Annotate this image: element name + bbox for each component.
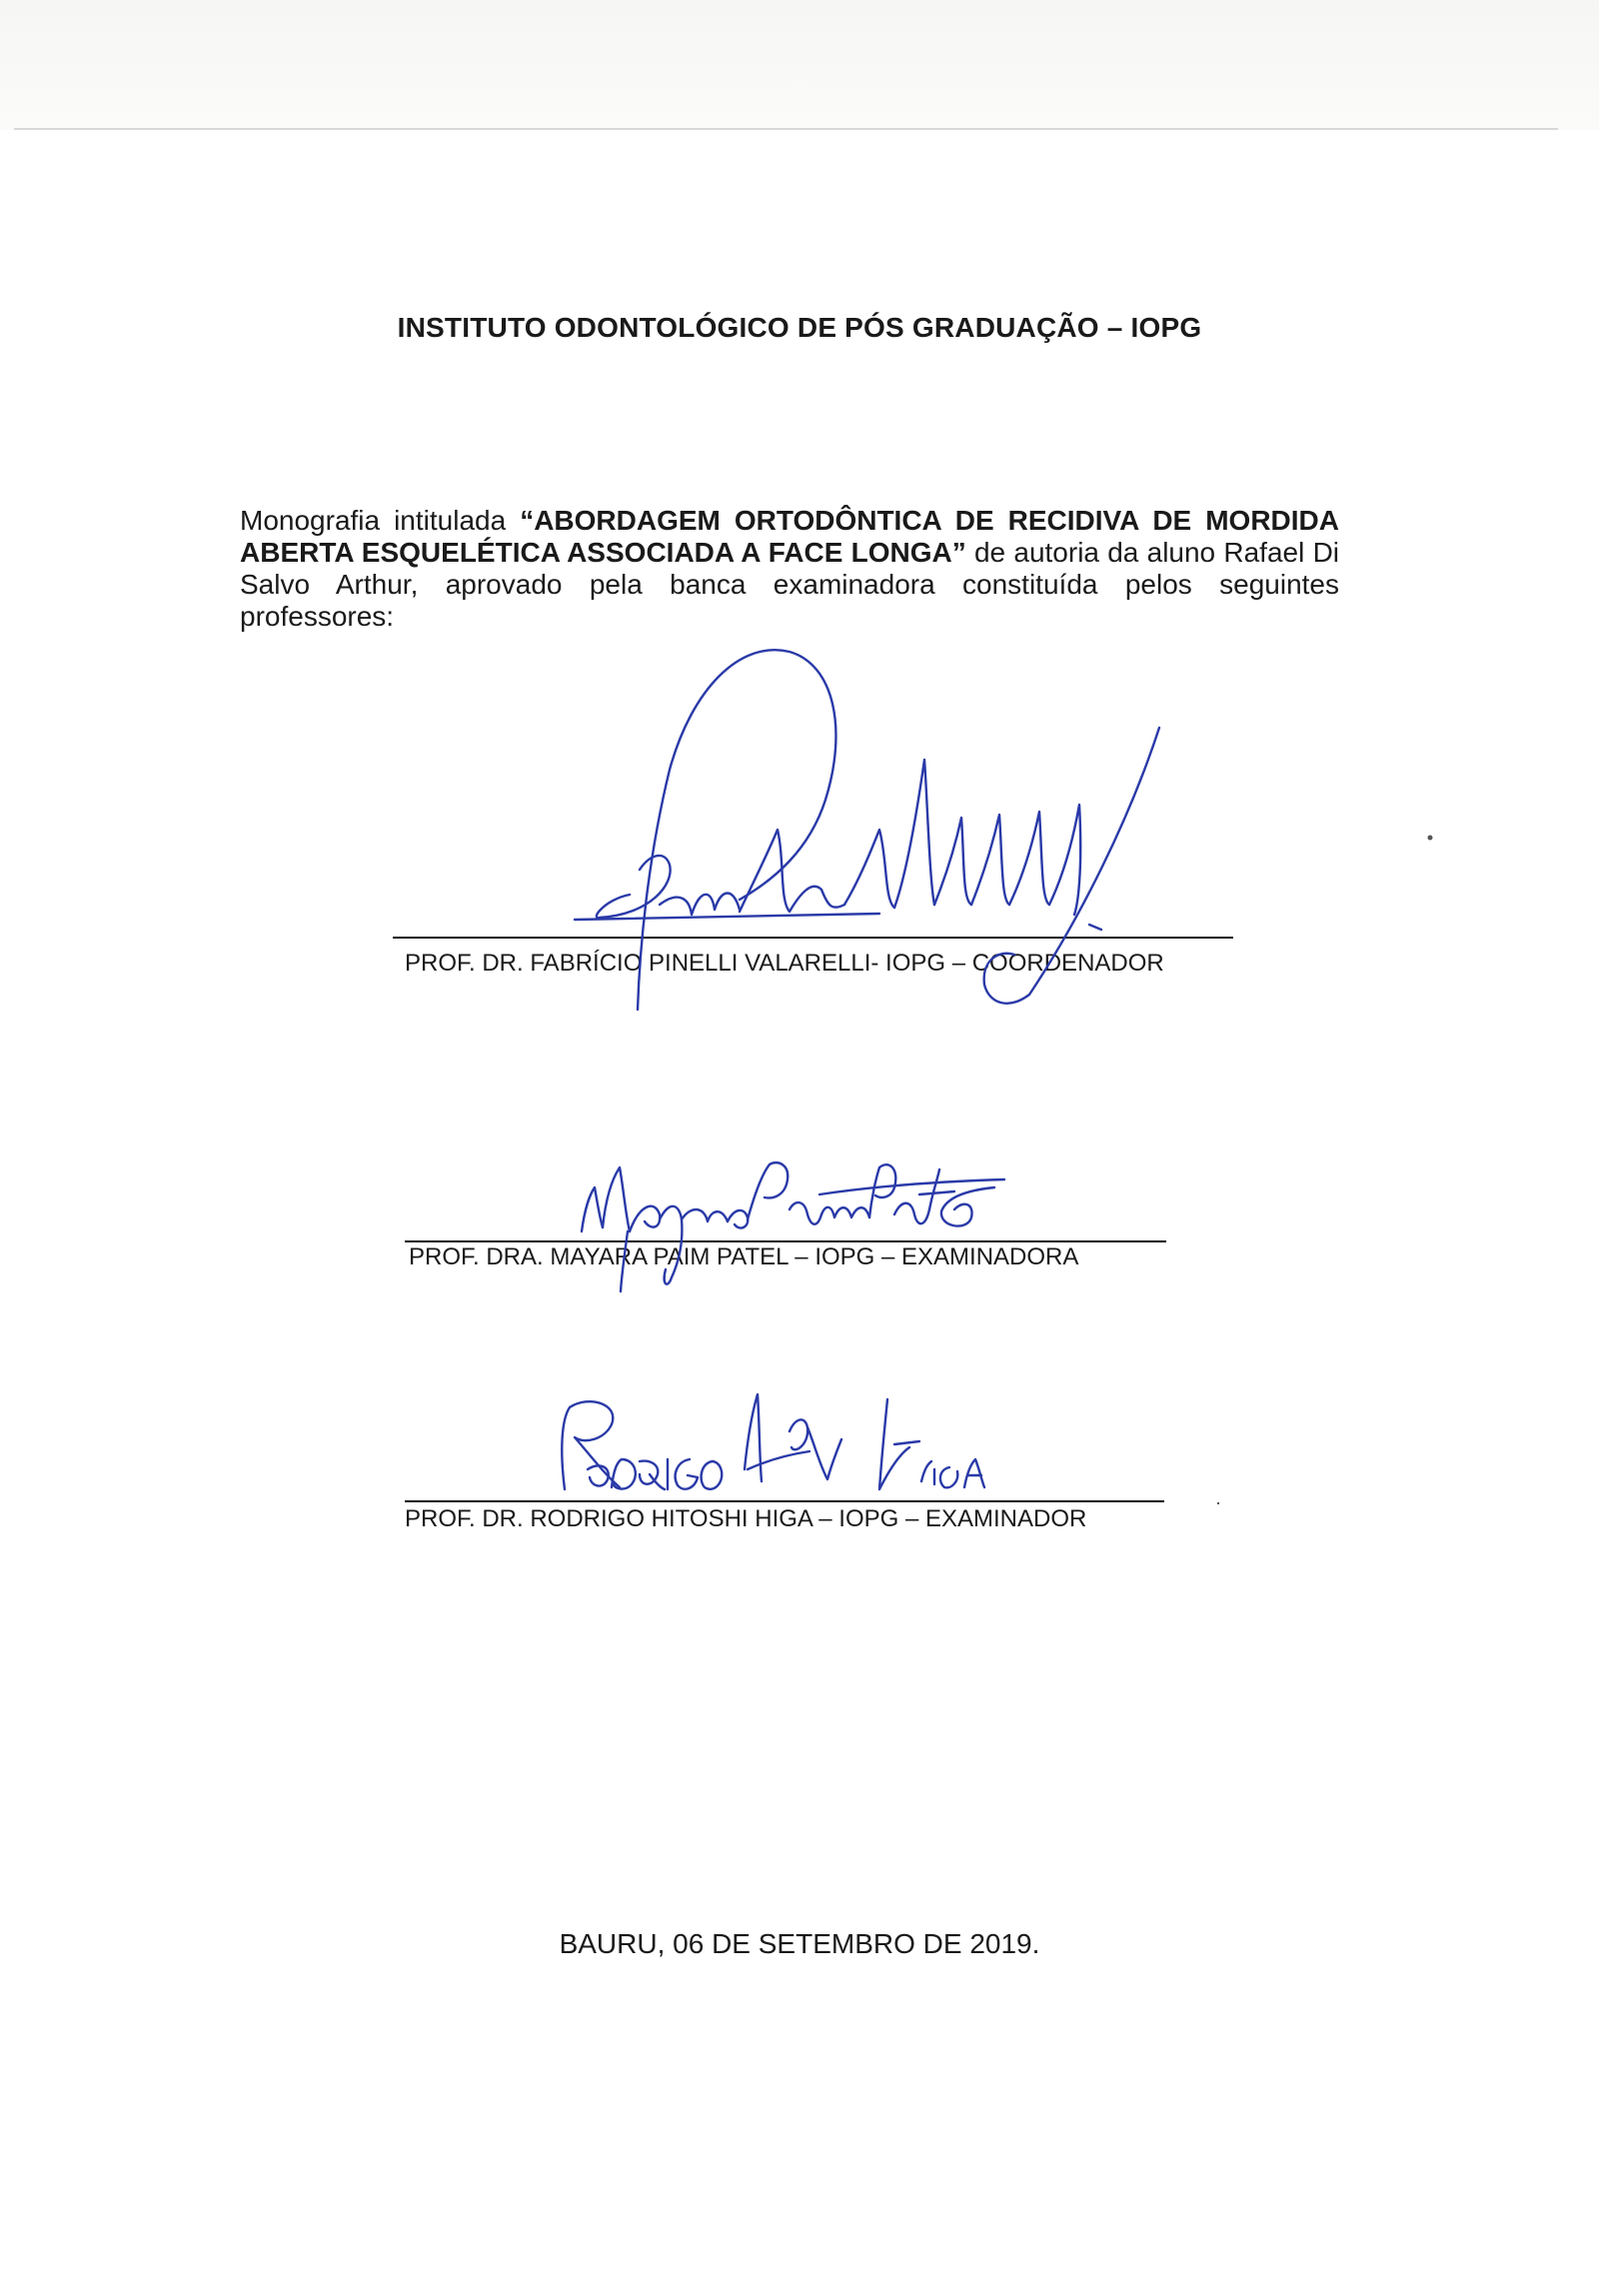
signature-examiner-1 — [582, 1162, 1004, 1291]
signatory-label-examiner-2: PROF. DR. RODRIGO HITOSHI HIGA – IOPG – EXAMINADOR — [405, 1505, 1087, 1532]
institution-heading: INSTITUTO ODONTOLÓGICO DE PÓS GRADUAÇÃO – IOPG — [397, 312, 1202, 343]
monograph-intro: Monografia intitulada — [240, 505, 521, 536]
signature-coordinator — [575, 650, 1159, 1010]
signature-examiner-2 — [562, 1394, 984, 1489]
signatory-label-examiner-1: PROF. DRA. MAYARA PAIM PATEL – IOPG – EXAMINADORA — [409, 1243, 1079, 1270]
monograph-title: “ABORDAGEM ORTODÔNTICA DE RECIDIVA DE MORDIDA ABERTA ESQUELÉTICA ASSOCIADA A FACE LONGA” — [240, 505, 1339, 568]
place-and-date: BAURU, 06 DE SETEMBRO DE 2019. — [559, 1928, 1040, 1959]
signatory-label-coordinator: PROF. DR. FABRÍCIO PINELLI VALARELLI- IOPG – COORDENADOR — [405, 950, 1164, 977]
monograph-rest: de autoria da aluno Rafael Di Salvo Arthur, aprovado pela banca examinadora constituída pelos seguintes professores: — [240, 537, 1340, 632]
